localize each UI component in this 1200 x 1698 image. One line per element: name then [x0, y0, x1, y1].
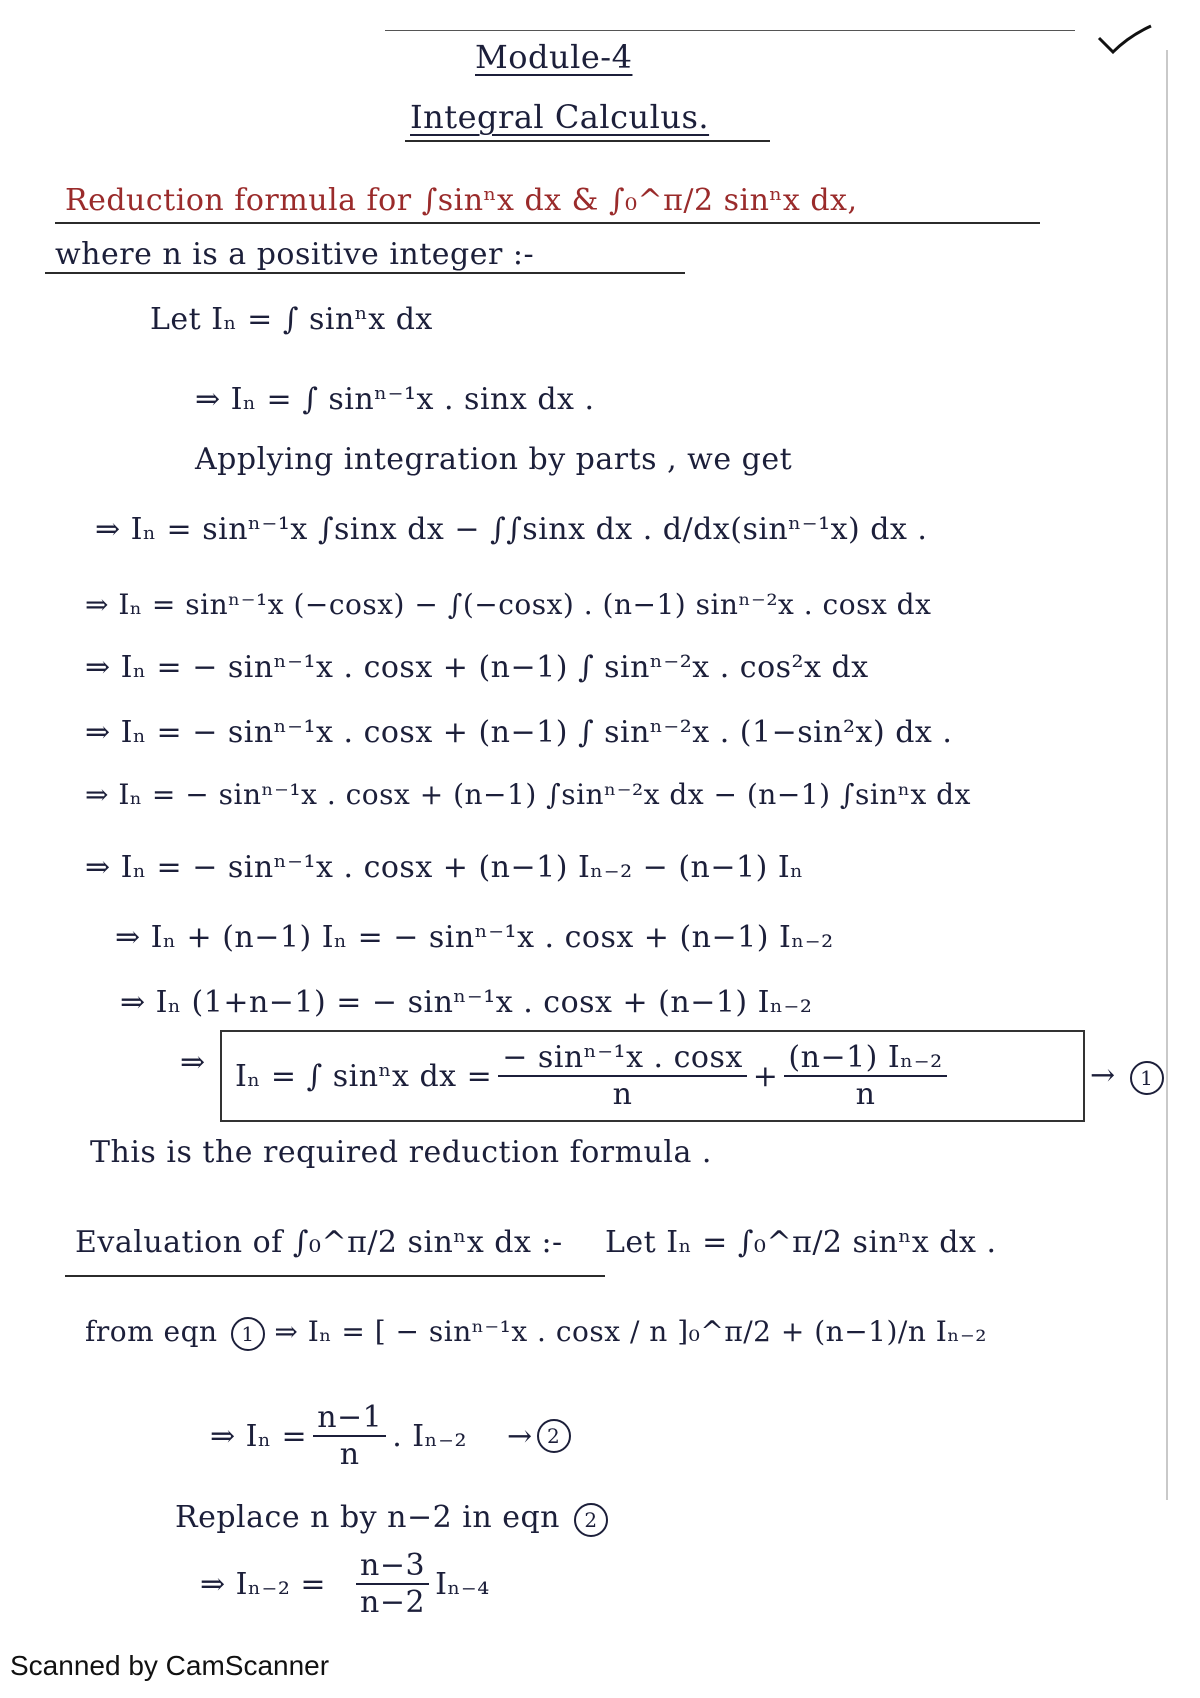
from-eq-line — [85, 1315, 987, 1351]
derivation-line: ⇒ Iₙ + (n−1) Iₙ = − sinⁿ⁻¹x . cosx + (n−1) Iₙ₋₂ — [115, 920, 834, 955]
derivation-line: ⇒ Iₙ (1+n−1) = − sinⁿ⁻¹x . cosx + (n−1) Iₙ₋₂ — [120, 985, 813, 1020]
subject-title: Integral Calculus. — [410, 98, 710, 136]
conclusion-text: This is the required reduction formula . — [90, 1135, 712, 1170]
from-eq-rest: ⇒ Iₙ = [ − sinⁿ⁻¹x . cosx / n ]₀^π/2 + (n−1)/n Iₙ₋₂ — [274, 1315, 987, 1348]
final-lhs: ⇒ Iₙ₋₂ = — [200, 1566, 327, 1602]
result-den: n — [339, 1437, 360, 1472]
boxed-term2 — [784, 1040, 946, 1112]
derivation-line: ⇒ Iₙ = sinⁿ⁻¹x (−cosx) − ∫(−cosx) . (n−1) sinⁿ⁻²x . cosx dx — [85, 588, 932, 621]
result-line — [210, 1400, 571, 1472]
final-rhs: Iₙ₋₄ — [435, 1566, 490, 1602]
boxed-term2-num: (n−1) Iₙ₋₂ — [784, 1040, 946, 1077]
derivation-line: ⇒ Iₙ = sinⁿ⁻¹x ∫sinx dx − ∫∫sinx dx . d/dx(sinⁿ⁻¹x) dx . — [95, 512, 928, 547]
boxed-term2-den: n — [855, 1077, 876, 1112]
section1-heading-line2: where n is a positive integer :- — [55, 237, 535, 272]
section2-heading-right: Let Iₙ = ∫₀^π/2 sinⁿx dx . — [605, 1225, 997, 1260]
derivation-line: Applying integration by parts , we get — [195, 442, 793, 477]
derivation-line: Let Iₙ = ∫ sinⁿx dx — [150, 302, 433, 337]
replace-text: Replace n by n−2 in eqn — [175, 1500, 560, 1535]
section1-heading-line1: Reduction formula for ∫sinⁿx dx & ∫₀^π/2 sinⁿx dx, — [65, 183, 858, 218]
final-den: n−2 — [360, 1585, 426, 1620]
eq-label-2: 2 — [537, 1419, 571, 1453]
result-num: n−1 — [313, 1400, 386, 1437]
boxed-lhs: Iₙ = ∫ sinⁿx dx = — [235, 1058, 493, 1094]
subject-underline — [405, 140, 770, 142]
eq-ref-1: 1 — [231, 1317, 265, 1351]
boxed-arrow: → — [1090, 1058, 1116, 1093]
boxed-prefix: ⇒ — [180, 1045, 206, 1080]
derivation-line: ⇒ Iₙ = − sinⁿ⁻¹x . cosx + (n−1) ∫ sinⁿ⁻²x . (1−sin²x) dx . — [85, 715, 953, 750]
result-lhs: ⇒ Iₙ = — [210, 1418, 308, 1454]
section1-underline1 — [55, 222, 1040, 224]
derivation-line: ⇒ Iₙ = − sinⁿ⁻¹x . cosx + (n−1) ∫sinⁿ⁻²x dx − (n−1) ∫sinⁿx dx — [85, 778, 971, 811]
derivation-line: ⇒ Iₙ = − sinⁿ⁻¹x . cosx + (n−1) Iₙ₋₂ − (n−1) Iₙ — [85, 850, 804, 885]
eq-ref-2: 2 — [574, 1503, 608, 1537]
result-frac — [313, 1400, 386, 1472]
boxed-term1-num: − sinⁿ⁻¹x . cosx — [498, 1040, 747, 1077]
final-frac — [356, 1548, 429, 1620]
final-line — [200, 1548, 490, 1620]
boxed-term1-den: n — [612, 1077, 633, 1112]
scanner-watermark: Scanned by CamScanner — [10, 1650, 330, 1681]
module-title: Module-4 — [475, 38, 633, 76]
section1-underline2 — [45, 272, 685, 274]
boxed-eq-ref — [1090, 1058, 1164, 1095]
replace-line — [175, 1500, 608, 1537]
result-rhs: . Iₙ₋₂ — [392, 1418, 467, 1454]
eq-label-1: 1 — [1130, 1061, 1164, 1095]
from-eq-text: from eqn — [85, 1315, 218, 1348]
boxed-plus: + — [752, 1058, 779, 1094]
boxed-term1 — [498, 1040, 747, 1112]
right-margin-line — [1166, 50, 1168, 1500]
section2-underline — [65, 1275, 605, 1277]
checkmark-icon — [1095, 18, 1155, 58]
top-rule — [385, 30, 1075, 31]
section2-heading-left: Evaluation of ∫₀^π/2 sinⁿx dx :- — [75, 1225, 563, 1260]
result-arrow: → — [507, 1418, 533, 1454]
derivation-line: ⇒ Iₙ = − sinⁿ⁻¹x . cosx + (n−1) ∫ sinⁿ⁻²x . cos²x dx — [85, 650, 869, 685]
boxed-formula — [235, 1030, 953, 1122]
derivation-line: ⇒ Iₙ = ∫ sinⁿ⁻¹x . sinx dx . — [195, 382, 595, 417]
final-num: n−3 — [356, 1548, 429, 1585]
